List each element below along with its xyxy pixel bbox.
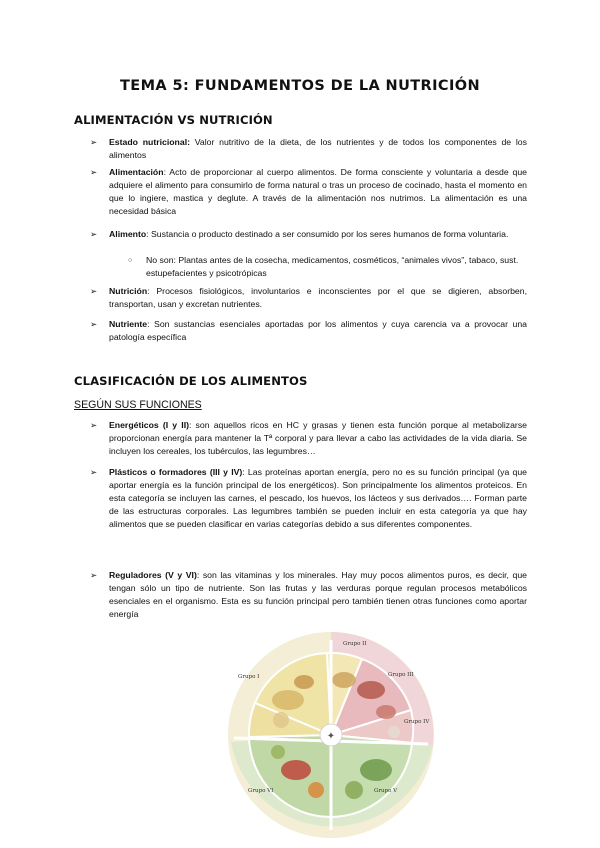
item-term: Alimento <box>109 229 147 239</box>
list-item <box>90 419 527 458</box>
arrow-bullet-icon: ➢ <box>90 467 98 477</box>
list-item <box>90 285 527 311</box>
item-text: : Las proteínas aportan energía, pero no es su función principal (ya que aportar energía es la función principal de los energéticos). Son principalmente los alimentos proteicos. En esta categoría se incluyen las carnes, el pescado, los huevos, los lácteos y sus derivados…. Forman parte de las estructuras corporales. Las legumbres también se pueden incluir en esta categoría ya que hay alimentos que se pueden clasificar en varias categorías debido a sus diferentes componentes. <box>109 467 528 530</box>
item-text: : Son sustancias esenciales aportadas por los alimentos y cuya carencia va a provocar una patología específica <box>109 319 527 343</box>
item-term: Nutriente <box>109 319 148 329</box>
item-term: Plásticos o formadores (III y IV) <box>109 467 243 477</box>
list-item <box>90 466 527 531</box>
list-item <box>90 136 527 162</box>
group-label: Grupo VI <box>248 788 274 794</box>
item-term: Estado nutricional: <box>109 137 190 147</box>
group-label: Grupo V <box>374 788 398 794</box>
arrow-bullet-icon: ➢ <box>90 286 98 296</box>
arrow-bullet-icon: ➢ <box>90 229 98 239</box>
group-label: Grupo III <box>388 672 414 678</box>
circle-bullet-icon: ○ <box>128 257 133 264</box>
runner-icon: ✦ <box>326 731 336 742</box>
group-label: Grupo I <box>238 674 260 680</box>
arrow-bullet-icon: ➢ <box>90 319 98 329</box>
list-item <box>90 166 527 218</box>
food-wheel-illustration <box>226 630 436 840</box>
item-text: Valor nutritivo de la dieta, de los nutrientes y de todos los componentes de los alimentos <box>109 137 527 161</box>
group-label: Grupo II <box>343 641 367 647</box>
section-heading-alimentacion: ALIMENTACIÓN VS NUTRICIÓN <box>74 113 273 127</box>
arrow-bullet-icon: ➢ <box>90 167 98 177</box>
group-label: Grupo IV <box>404 719 430 725</box>
item-text: : son las vitaminas y los minerales. Hay muy pocos alimentos puros, es decir, que tengan sólo un tipo de nutriente. Son las frutas y las verduras porque regulan procesos metabólicos esenciales en el organismo. Esta es su función principal pero también tienen otras funciones como aportar energía <box>109 570 527 620</box>
sub-item-text: No son: Plantas antes de la cosecha, medicamentos, cosméticos, “animales vivos”, tabaco, sust. estupefacientes y psicotrópicas <box>146 255 519 279</box>
arrow-bullet-icon: ➢ <box>90 420 98 430</box>
list-item <box>90 569 527 621</box>
sub-list-item <box>128 254 526 280</box>
list-item <box>90 318 527 344</box>
arrow-bullet-icon: ➢ <box>90 570 98 580</box>
item-text: : Acto de proporcionar al cuerpo alimentos. De forma consciente y voluntaria a desde que adquiere el alimento para consumirlo de forma natural o tras un proceso de cocinado, hasta el momento en que lo ingiere, mastica y deglute. A través de la alimentación nos nutrimos. La alimentación es una necesidad básica <box>109 167 527 217</box>
item-term: Reguladores (V y VI) <box>109 570 197 580</box>
item-text: : Sustancia o producto destinado a ser consumido por los seres humanos de forma voluntaria. <box>146 229 509 239</box>
item-term: Nutrición <box>109 286 148 296</box>
item-text: : son aquellos ricos en HC y grasas y tienen esta función porque al metabolizarse proporcionan energía para mantener la Tª corporal y para llevar a cabo las actividades de la vida diaria. Se incluyen los cereales, los tubérculos, las legumbres… <box>109 420 528 457</box>
list-item <box>90 228 527 241</box>
page-title: TEMA 5: FUNDAMENTOS DE LA NUTRICIÓN <box>119 78 481 94</box>
section-heading-clasificacion: CLASIFICACIÓN DE LOS ALIMENTOS <box>74 374 308 388</box>
item-term: Alimentación <box>109 167 164 177</box>
item-text: : Procesos fisiológicos, involuntarios e inconscientes por el que se digieren, absorben, transportan, usan y excretan nutrientes. <box>109 286 527 310</box>
arrow-bullet-icon: ➢ <box>90 137 98 147</box>
subsection-heading: SEGÚN SUS FUNCIONES <box>74 399 202 411</box>
item-term: Energéticos (I y II) <box>109 420 189 430</box>
food-wheel-graphic <box>226 630 436 840</box>
